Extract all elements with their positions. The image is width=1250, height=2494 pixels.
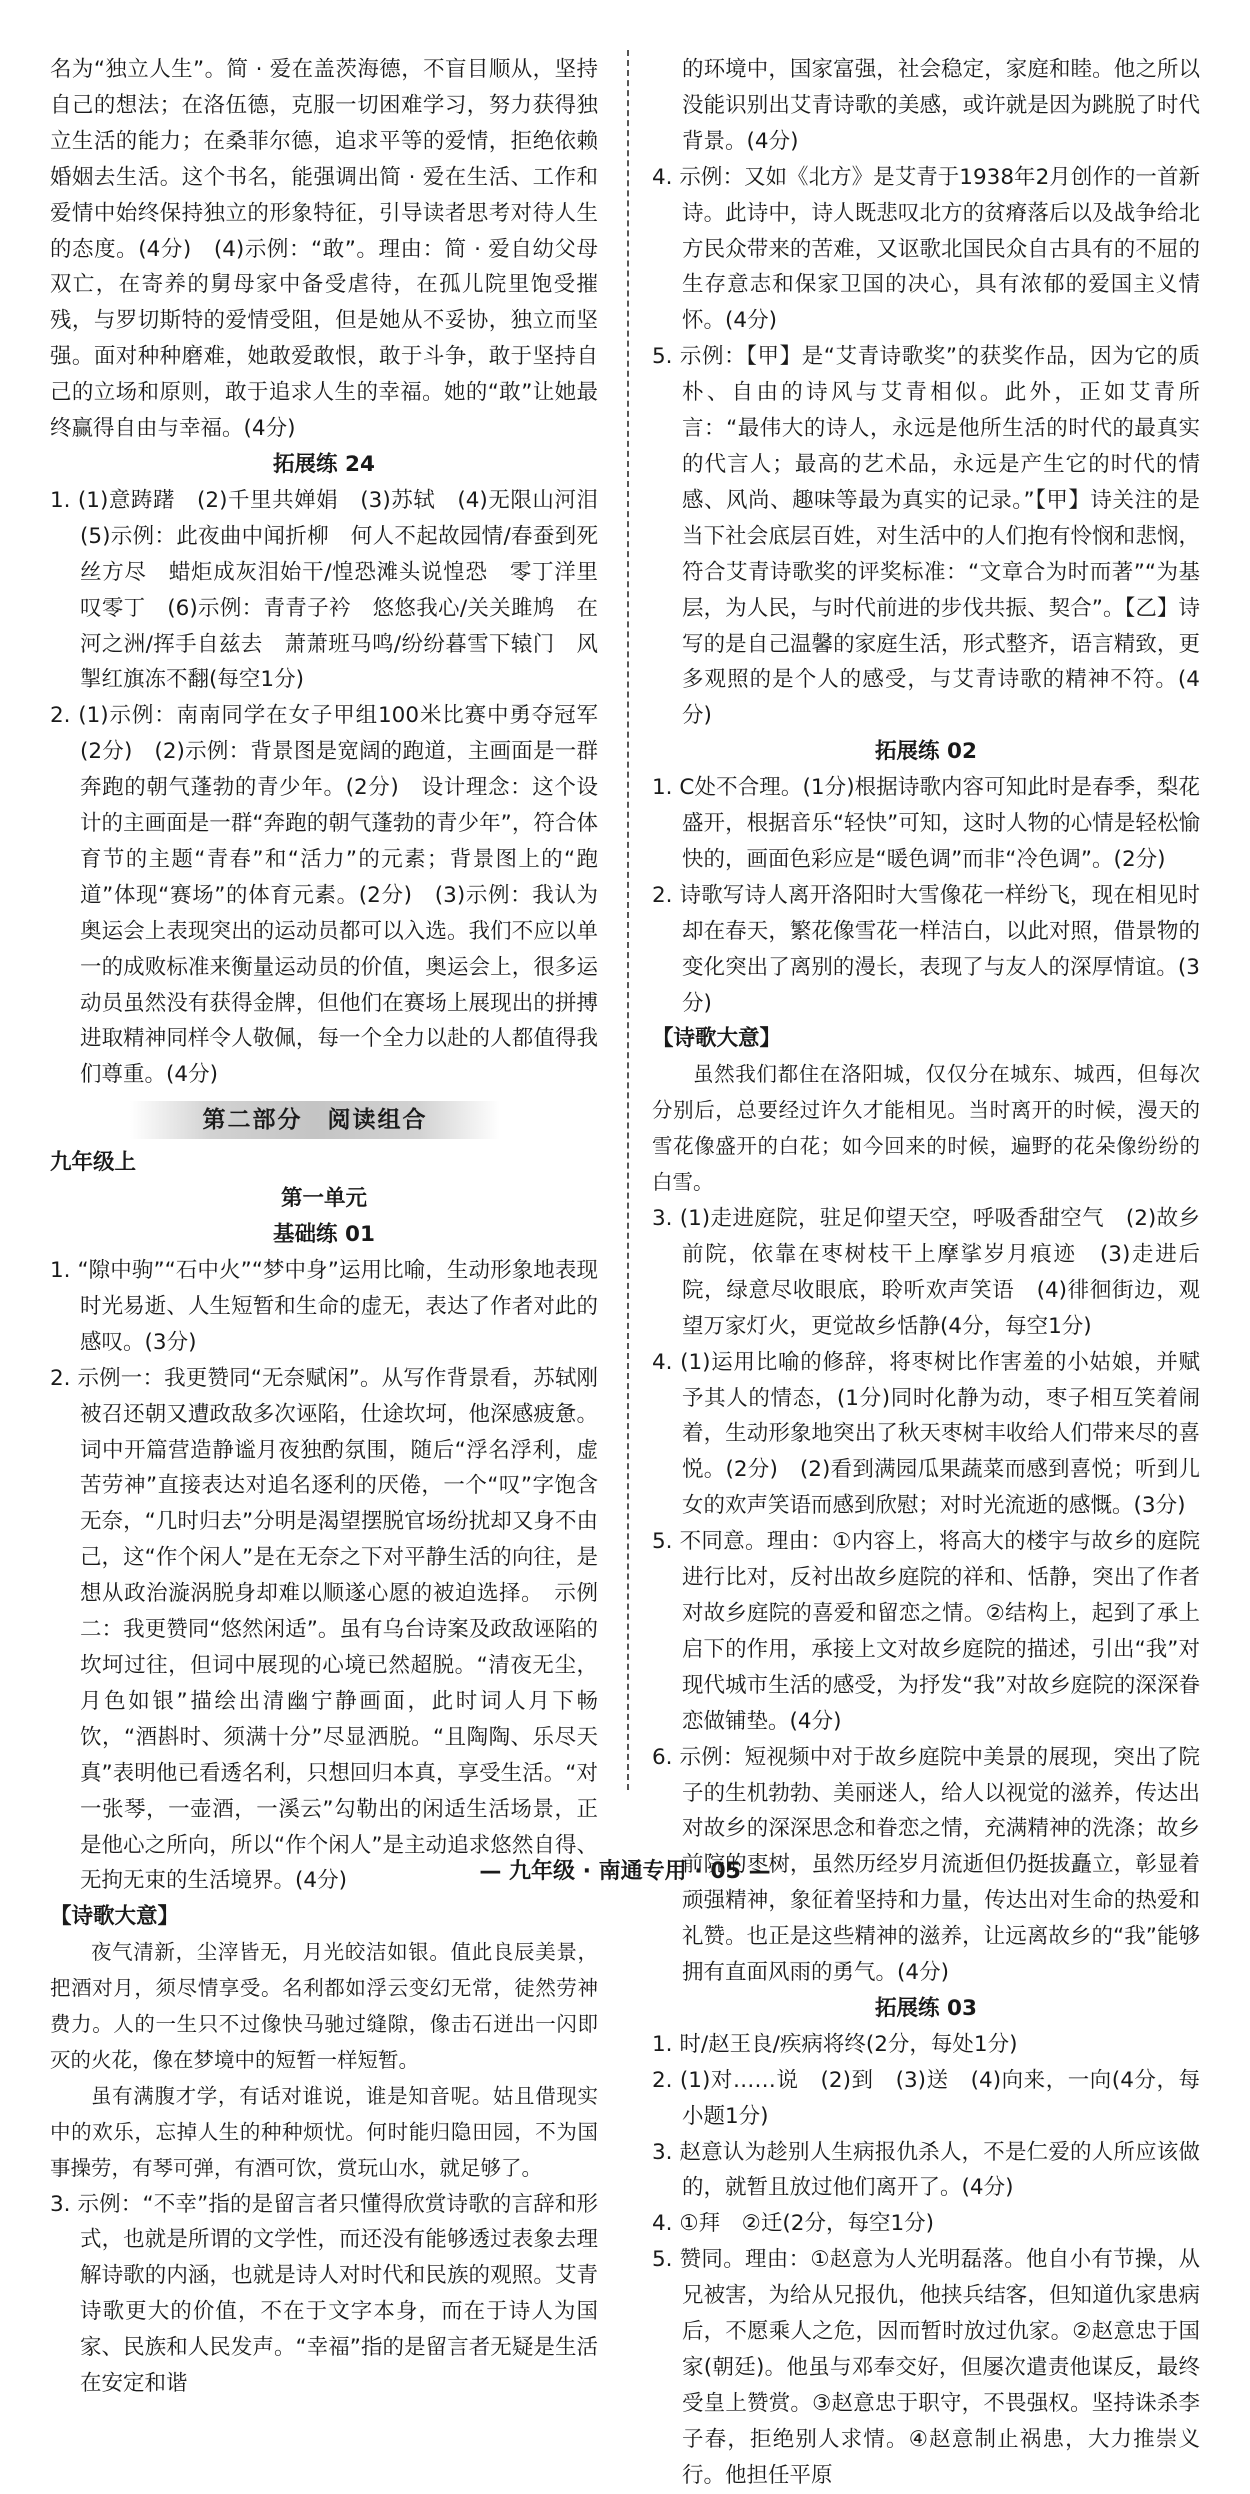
section-heading-tz03: 拓展练 03 (875, 1995, 977, 2021)
answer-item: 6. 示例：短视频中对于故乡庭院中美景的展现，突出了院子的生机勃勃、美丽迷人，给人以视觉的滋养，传达出对故乡的深深思念和眷恋之情，充满精神的洗涤；故乡前院的枣树，虽然历经岁月流逝但仍挺拔矗立，彰显着顽强精神，象征着坚持和力量，传达出对生命的热爱和礼赞。也正是这些精神的滋养，让远离故乡的“我”能够拥有直面风雨的勇气。(4分) (652, 1744, 1200, 1986)
answer-item: 1. “隙中驹”“石中火”“梦中身”运用比喻，生动形象地表现时光易逝、人生短暂和生命的虚无，表达了作者对此的感叹。(3分) (50, 1258, 598, 1355)
continuation-text: 名为“独立人生”。简 · 爱在盖茨海德，不盲目顺从，坚持自己的想法；在洛伍德，克服一切困难学习，努力获得独立生活的能力；在桑菲尔德，追求平等的爱情，拒绝依赖婚姻去生活。这个书名，能强调出简 · 爱在生活、工作和爱情中始终保持独立的形象特征，引导读者思考对待人生的态度。(4分) (4)示例：“敢”。理由：简 · 爱自幼父母双亡，在寄养的舅母家中备受虐待，在孤儿院里饱受摧残，与罗切斯特的爱情受阻，但是她从不妥协，独立而坚强。面对种种磨难，她敢爱敢恨，敢于斗争，敢于坚持自己的立场和原则，敢于追求人生的幸福。她的“敢”让她最终赢得自由与幸福。(4分) (50, 57, 598, 442)
section-heading-jc01: 基础练 01 (273, 1222, 375, 1248)
poem-meaning-tag: 【诗歌大意】 (50, 1904, 180, 1930)
continuation-text: 的环境中，国家富强，社会稳定，家庭和睦。他之所以没能识别出艾青诗歌的美感，或许就是因为跳脱了时代背景。(4分) (682, 57, 1200, 154)
poem-meaning-tag: 【诗歌大意】 (652, 1026, 782, 1052)
answer-item: 4. (1)运用比喻的修辞，将枣树比作害羞的小姑娘，并赋予其人的情态，(1分)同时化静为动，枣子相互笑着闹着，生动形象地突出了秋天枣树丰收给人们带来尽的喜悦。(2分) (2)看到满园瓜果蔬菜而感到喜悦；听到儿女的欢声笑语而感到欣慰；对时光流逝的感慨。(3分) (652, 1349, 1200, 1519)
answer-item: 1. (1)意踌躇 (2)千里共婵娟 (3)苏轼 (4)无限山河泪 (5)示例：此夜曲中闻折柳 何人不起故园情/春蚕到死丝方尽 蜡炬成灰泪始干/惶恐滩头说惶恐 零丁洋里叹零丁 (6)示例：青青子衿 悠悠我心/关关雎鸠 在河之洲/挥手自兹去 萧萧班马鸣/纷纷暮雪下辕门 风掣红旗冻不翻(每空1分) (50, 487, 620, 693)
left-column (50, 52, 620, 2402)
section-heading-tz02: 拓展练 02 (875, 739, 977, 765)
section-heading-tz24: 拓展练 24 (273, 451, 375, 477)
page-footer: — 九年级 · 南通专用 · 05 — (479, 1859, 771, 1884)
answer-item: 2. (1)示例：南南同学在女子甲组100米比赛中勇夺冠军(2分) (2)示例：背景图是宽阔的跑道，主画面是一群奔跑的朝气蓬勃的青少年。(2分) 设计理念：这个设计的主画面是一群“奔跑的朝气蓬勃的青少年”，符合体育节的主题“青春”和“活力”的元素；背景图上的“跑道”体现“赛场”的体育元素。(2分) (3)示例：我认为奥运会上表现突出的运动员都可以入选。我们不应以单一的成败标准来衡量运动员的价值，奥运会上，很多运动员虽然没有获得金牌，但他们在赛场上展现出的拼搏进取精神同样令人敬佩，每一个全力以赴的人都值得我们尊重。(4分) (50, 703, 598, 1088)
answer-item: 4. ①拜 ②迁(2分，每空1分) (652, 2211, 935, 2237)
poem-paragraph: 虽有满腹才学，有话对谁说，谁是知音呢。姑且借现实中的欢乐，忘掉人生的种种烦忧。何时能归隐田园，不为国事操劳，有琴可弹，有酒可饮，赏玩山水，就足够了。 (50, 2083, 598, 2180)
answer-item: 3. 示例：“不幸”指的是留言者只懂得欣赏诗歌的言辞和形式，也就是所谓的文学性，而还没有能够透过表象去理解诗歌的内涵，也就是诗人对时代和民族的观照。艾青诗歌更大的价值，不在于文字本身，而在于诗人为国家、民族和人民发声。“幸福”指的是留言者无疑是生活在安定和谐 (50, 2191, 598, 2397)
answer-item: 4. 示例：又如《北方》是艾青于1938年2月创作的一首新诗。此诗中，诗人既悲叹北方的贫瘠落后以及战争给北方民众带来的苦难，又讴歌北国民众自古具有的不屈的生存意志和保家卫国的决心，具有浓郁的爱国主义情怀。(4分) (652, 164, 1200, 334)
grade-heading: 九年级上 (50, 1150, 137, 1176)
answer-item: 1. C处不合理。(1分)根据诗歌内容可知此时是春季，梨花盛开，根据音乐“轻快”可知，这时人物的心情是轻松愉快的，画面色彩应是“暖色调”而非“冷色调”。(2分) (652, 775, 1200, 872)
answer-item: 2. (1)对……说 (2)到 (3)送 (4)向来，一向(4分，每小题1分) (652, 2067, 1200, 2129)
answer-item: 2. 示例一：我更赞同“无奈赋闲”。从写作背景看，苏轼刚被召还朝又遭政敌多次诬陷，仕途坎坷，他深感疲惫。词中开篇营造静谧月夜独酌氛围，随后“浮名浮利，虚苦劳神”直接表达对追名逐利的厌倦，一个“叹”字饱含无奈，“几时归去”分明是渴望摆脱官场纷扰却又身不由己，这“作个闲人”是在无奈之下对平静生活的向往，是想从政治漩涡脱身却难以顺遂心愿的被迫选择。 示例二：我更赞同“悠然闲适”。虽有乌台诗案及政敌诬陷的坎坷过往，但词中展现的心境已然超脱。“清夜无尘，月色如银”描绘出清幽宁静画面，此时词人月下畅饮，“酒斟时、须满十分”尽显洒脱。“且陶陶、乐尽天真”表明他已看透名利，只想回归本真，享受生活。“对一张琴，一壶酒，一溪云”勾勒出的闲适生活场景，正是他心之所向，所以“作个闲人”是主动追求悠然自得、无拘无束的生活境界。(4分) (50, 1365, 598, 1894)
answer-item: 5. 示例：【甲】是“艾青诗歌奖”的获奖作品，因为它的质朴、自由的诗风与艾青相似。此外，正如艾青所言：“最伟大的诗人，永远是他所生活的时代的最真实的代言人；最高的艺术品，永远是产生它的时代的情感、风尚、趣味等最为真实的记录。”【甲】诗关注的是当下社会底层百姓，对生活中的人们抱有怜悯和悲悯，符合艾青诗歌奖的评奖标准：“文章合为时而著”“为基层，为人民，与时代前进的步伐共振、契合”。【乙】诗写的是自己温馨的家庭生活，形式整齐，语言精致，更多观照的是个人的感受，与艾青诗歌的精神不符。(4分) (652, 344, 1200, 729)
column-divider (627, 50, 629, 1790)
poem-paragraph: 虽然我们都住在洛阳城，仅仅分在城东、城西，但每次分别后，总要经过许久才能相见。当时离开的时候，漫天的雪花像盛开的白花；如今回来的时候，遍野的花朵像纷纷的白雪。 (652, 1062, 1200, 1195)
answer-item: 3. 赵意认为趁别人生病报仇杀人，不是仁爱的人所应该做的，就暂且放过他们离开了。(4分) (652, 2139, 1200, 2201)
poem-paragraph: 夜气清新，尘滓皆无，月光皎洁如银。值此良辰美景，把酒对月，须尽情享受。名利都如浮云变幻无常，徒然劳神费力。人的一生只不过像快马驰过缝隙，像击石迸出一闪即灭的火花，像在梦境中的短暂一样短暂。 (50, 1940, 598, 2072)
unit-heading: 第一单元 (280, 1186, 367, 1212)
answer-item: 5. 不同意。理由：①内容上，将高大的楼宇与故乡的庭院进行比对，反衬出故乡庭院的祥和、恬静，突出了作者对故乡庭院的喜爱和留恋之情。②结构上，起到了承上启下的作用，承接上文对故乡庭院的描述，引出“我”对现代城市生活的感受，为抒发“我”对故乡庭院的深深眷恋做铺垫。(4分) (652, 1529, 1200, 1734)
part-banner: 第二部分 阅读组合 (130, 1101, 500, 1139)
right-column (652, 52, 1200, 2494)
answer-item: 5. 赞同。理由：①赵意为人光明磊落。他自小有节操，从兄被害，为给从兄报仇，他挟兵结客，但知道仇家患病后，不愿乘人之危，因而暂时放过仇家。②赵意忠于国家(朝廷)。他虽与邓奉交好，但屡次遣责他谋反，最终受皇上赞赏。③赵意忠于职守，不畏强权。坚持诛杀李子春，拒绝别人求情。④赵意制止祸患，大力推崇义行。他担任平原 (652, 2247, 1200, 2488)
answer-item: 3. (1)走进庭院，驻足仰望天空，呼吸香甜空气 (2)故乡前院，依靠在枣树枝干上摩挲岁月痕迹 (3)走进后院，绿意尽收眼底，聆听欢声笑语 (4)徘徊街边，观望万家灯火，更觉故乡恬静(4分，每空1分) (652, 1206, 1200, 1339)
answer-item: 2. 诗歌写诗人离开洛阳时大雪像花一样纷飞，现在相见时却在春天，繁花像雪花一样洁白，以此对照，借景物的变化突出了离别的漫长，表现了与友人的深厚情谊。(3分) (652, 882, 1200, 1016)
answer-item: 1. 时/赵王良/疾病将终(2分，每处1分) (652, 2031, 1018, 2057)
